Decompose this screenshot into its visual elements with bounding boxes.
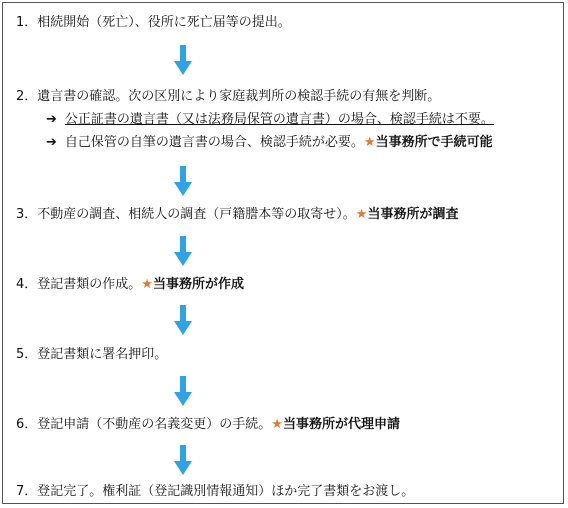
star-icon: ★ [363, 135, 376, 150]
office-note: 当事務所で手続可能 [375, 135, 493, 150]
step-3 [16, 206, 458, 224]
down-arrow-icon [174, 166, 192, 196]
step-3-text: 3．不動産の調査、相続人の調査（戸籍謄本等の取寄せ）。 [16, 207, 356, 222]
star-icon: ★ [271, 417, 283, 432]
step-4 [16, 276, 244, 294]
star-icon: ★ [141, 277, 153, 292]
step-1 [16, 14, 291, 32]
substep-holograph-text: 自己保管の自筆の遺言書の場合、検認手続が必要。 [64, 135, 364, 150]
office-note: 当事務所が作成 [152, 277, 244, 292]
right-arrow-icon: ➔ [46, 135, 57, 150]
step-4-text: 4．登記書類の作成。 [16, 277, 142, 292]
substep-holograph [46, 134, 493, 152]
down-arrow-icon [174, 45, 192, 75]
right-arrow-icon: ➔ [46, 112, 57, 127]
substep-notary-text: 公正証書の遺言書（又は法務局保管の遺言書）の場合、検認手続は不要。 [64, 112, 494, 127]
step-2-text: 2．遺言書の確認。次の区別により家庭裁判所の検認手続の有無を判断。 [16, 89, 441, 104]
down-arrow-icon [174, 305, 192, 335]
step-2 [16, 88, 440, 106]
down-arrow-icon [174, 445, 192, 475]
office-note: 当事務所が代理申請 [282, 417, 400, 432]
step-7 [16, 483, 414, 501]
step-6 [16, 416, 400, 434]
down-arrow-icon [174, 236, 192, 266]
down-arrow-icon [174, 376, 192, 406]
step-5-text: 5．登記書類に署名押印。 [16, 347, 168, 362]
star-icon: ★ [355, 207, 368, 222]
step-7-text: 7．登記完了。権利証（登記識別情報通知）ほか完了書類をお渡し。 [16, 484, 415, 499]
substep-notary [46, 111, 494, 129]
step-6-text: 6．登記申請（不動産の名義変更）の手続。 [16, 417, 272, 432]
step-1-text: 1．相続開始（死亡）、役所に死亡届等の提出。 [16, 15, 291, 30]
step-5 [16, 346, 167, 364]
office-note: 当事務所が調査 [367, 207, 459, 222]
